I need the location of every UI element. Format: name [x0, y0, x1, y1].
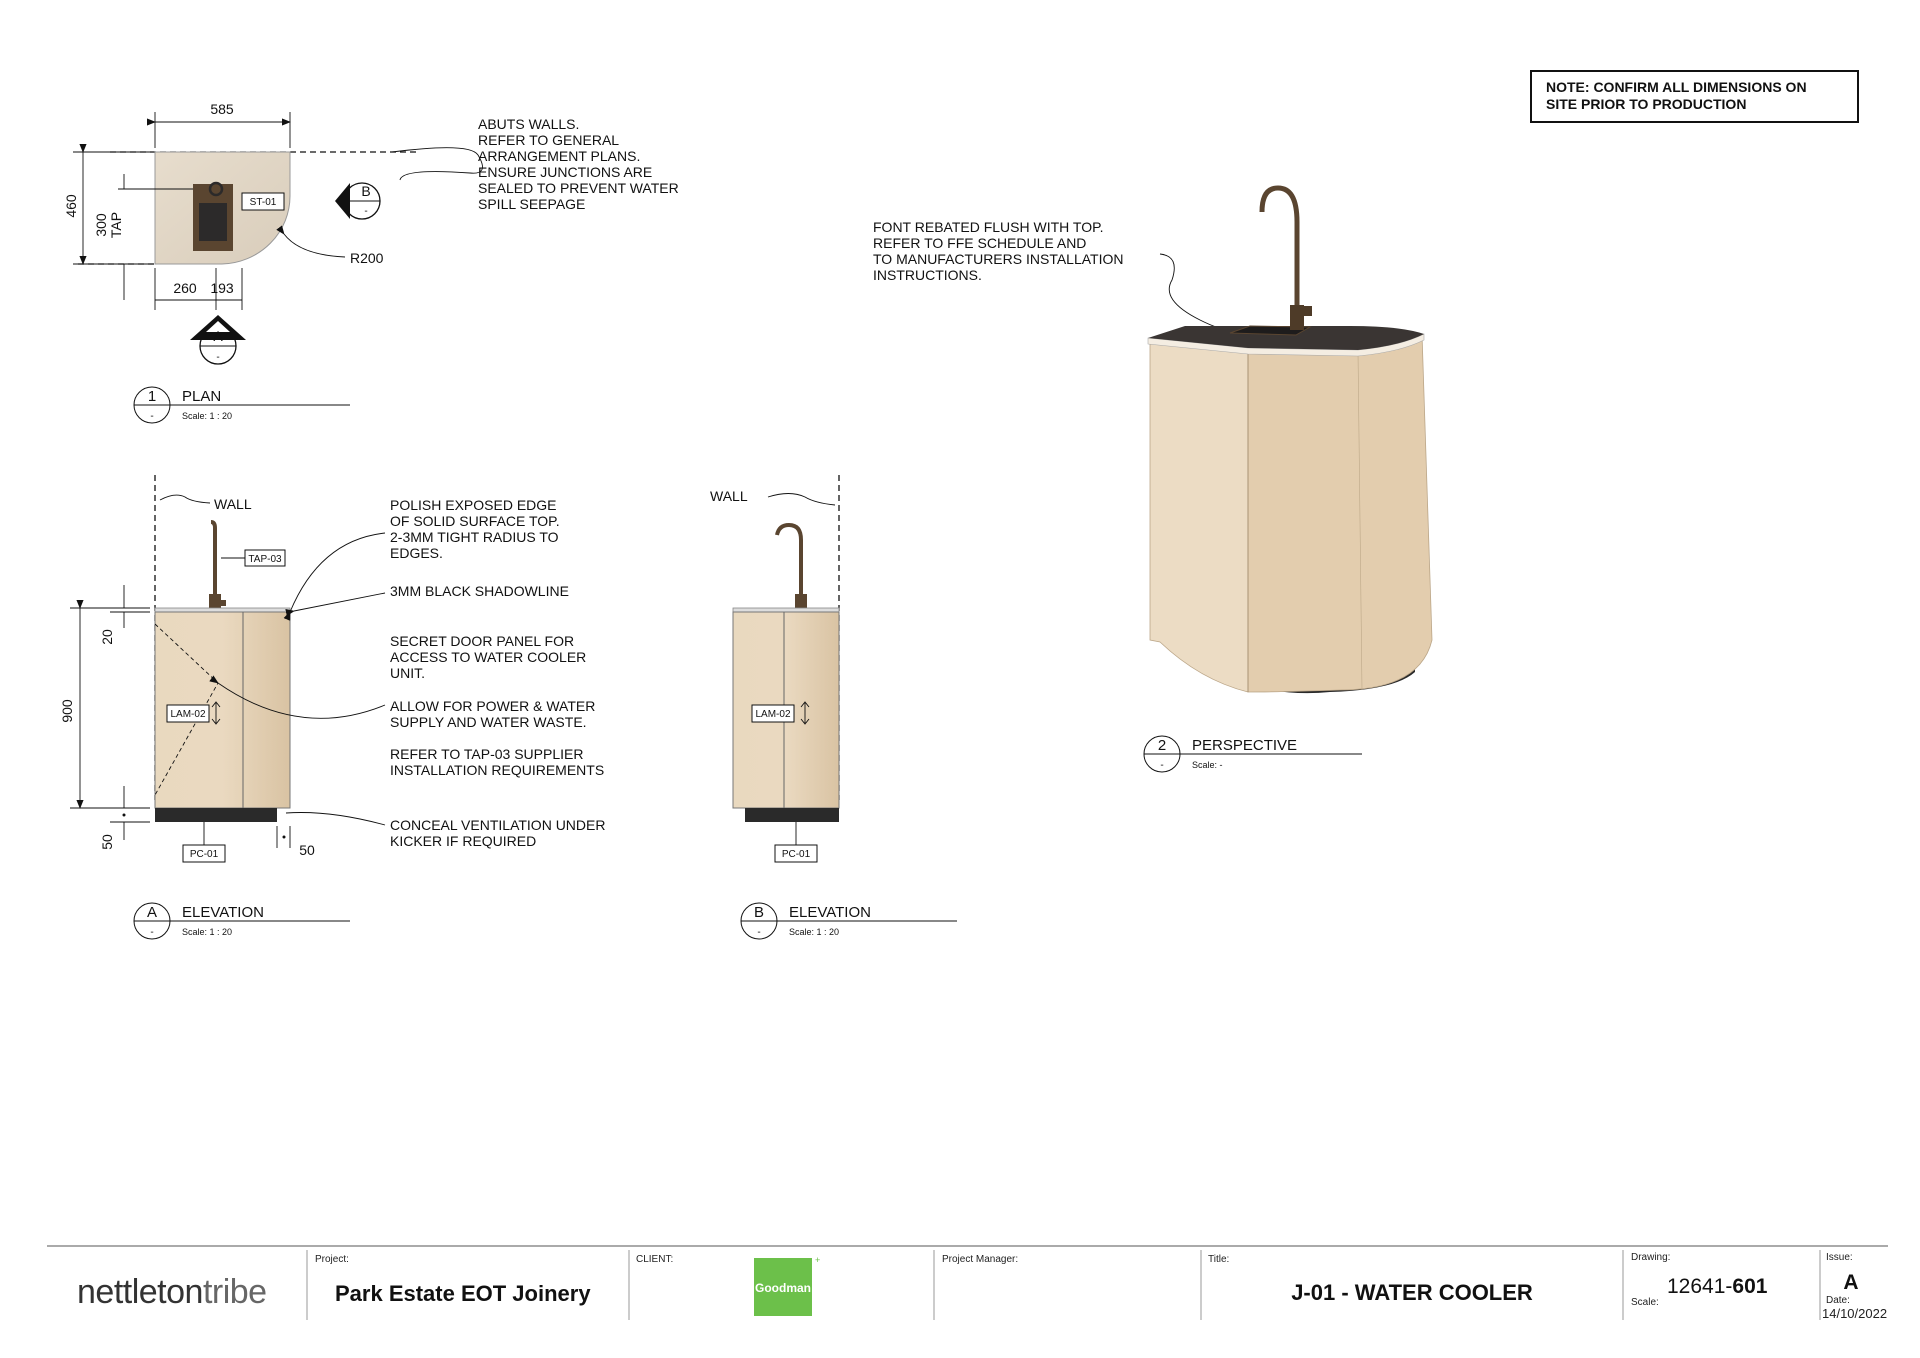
- svg-text:-: -: [364, 206, 368, 217]
- svg-text:A: A: [146, 904, 158, 921]
- note-box: [1531, 71, 1858, 122]
- elev-a-callout-vent: CONCEAL VENTILATION UNDER KICKER IF REQUIRED: [390, 817, 606, 849]
- svg-text:Scale: 1 : 20: Scale: 1 : 20: [182, 927, 233, 937]
- svg-text:ELEVATION: ELEVATION: [182, 904, 264, 921]
- elev-a-dim-top: 20: [99, 629, 115, 645]
- plan-radius: R200: [350, 250, 384, 266]
- date-value: 14/10/2022: [1822, 1306, 1888, 1321]
- note-line-1: NOTE: CONFIRM ALL DIMENSIONS ON: [1546, 79, 1807, 95]
- client-logo-text: Goodman: [755, 1281, 811, 1295]
- drawing-number: 12641-601: [1667, 1275, 1768, 1298]
- svg-text:-: -: [1160, 760, 1164, 771]
- elev-a-tag-pc01: PC-01: [189, 849, 219, 860]
- section-marker-a: [190, 315, 246, 364]
- plan-dim-tap-label: TAP: [108, 211, 124, 239]
- svg-text:-: -: [757, 927, 761, 938]
- elev-a-dim-kick: 50: [99, 834, 115, 850]
- svg-text:-: -: [150, 927, 154, 938]
- elev-a-tag-tap03: TAP-03: [248, 554, 282, 565]
- note-line-2: SITE PRIOR TO PRODUCTION: [1546, 96, 1747, 112]
- elev-a-dim-height: 900: [59, 699, 75, 723]
- perspective-view: [873, 188, 1432, 772]
- svg-text:PERSPECTIVE: PERSPECTIVE: [1192, 737, 1298, 754]
- plan-view-title: [134, 387, 350, 423]
- elev-a-plinth: [155, 808, 277, 822]
- elev-b-wall-label: WALL: [710, 488, 748, 504]
- issue-label: Issue:: [1826, 1252, 1853, 1263]
- plan-dim-width: 585: [210, 101, 234, 117]
- elev-a-callout-edge: POLISH EXPOSED EDGE OF SOLID SURFACE TOP. 2-3MM TIGHT RADIUS TO EDGES.: [390, 497, 560, 561]
- plan-dim-depth: 460: [63, 194, 79, 218]
- project-label: Project:: [315, 1254, 349, 1265]
- title-block: [47, 1246, 1888, 1321]
- svg-text:PLAN: PLAN: [182, 388, 222, 405]
- elev-a-callout-door: SECRET DOOR PANEL FOR ACCESS TO WATER COOLER UNIT.: [390, 633, 587, 681]
- elev-a-tag-lam02: LAM-02: [170, 709, 206, 720]
- svg-text:-: -: [150, 411, 154, 422]
- persp-left-face: [1150, 340, 1248, 692]
- title-value: J-01 - WATER COOLER: [1291, 1280, 1533, 1305]
- elev-a-callout-refer: REFER TO TAP-03 SUPPLIER INSTALLATION REQUIREMENTS: [390, 746, 605, 778]
- plan-dim-mid: 193: [210, 280, 234, 296]
- plan-dim-tap: 300: [93, 213, 109, 237]
- svg-text:Scale: -: Scale: -: [1192, 760, 1223, 770]
- svg-text:2: 2: [1157, 737, 1167, 754]
- section-marker-b: [335, 183, 380, 219]
- plan-drain: [199, 203, 227, 241]
- elev-b-view-title: [741, 903, 957, 939]
- svg-text:-: -: [216, 352, 220, 363]
- perspective-callout: FONT REBATED FLUSH WITH TOP. REFER TO FFE SCHEDULE AND TO MANUFACTURERS INSTALLATION INSTRUCTIONS.: [873, 219, 1124, 283]
- svg-text:ELEVATION: ELEVATION: [789, 904, 871, 921]
- client-label: CLIENT:: [636, 1254, 674, 1265]
- project-value: Park Estate EOT Joinery: [335, 1281, 591, 1306]
- svg-text:B: B: [361, 183, 371, 199]
- svg-text:Scale: 1 : 20: Scale: 1 : 20: [182, 411, 233, 421]
- plan-dim-left: 260: [173, 280, 197, 296]
- elev-a-wall-label: WALL: [214, 496, 252, 512]
- plan-callout: ABUTS WALLS. REFER TO GENERAL ARRANGEMENT PLANS. ENSURE JUNCTIONS ARE SEALED TO PREVENT WATER SPILL SEEPAGE: [478, 116, 679, 212]
- perspective-view-title: [1144, 736, 1362, 772]
- manager-label: Project Manager:: [942, 1254, 1019, 1265]
- svg-text:A: A: [213, 328, 223, 344]
- elevation-b-view: [710, 475, 957, 939]
- elev-b-tag-lam02: LAM-02: [755, 709, 791, 720]
- scale-label: Scale:: [1631, 1297, 1659, 1308]
- elev-a-callout-shadow: 3MM BLACK SHADOWLINE: [390, 583, 569, 599]
- elevation-a-view: [59, 475, 609, 939]
- plan-tag-st01: ST-01: [249, 197, 277, 208]
- date-label: Date:: [1826, 1295, 1850, 1306]
- elev-a-view-title: [134, 903, 350, 939]
- elev-a-callout-power: ALLOW FOR POWER & WATER SUPPLY AND WATER WASTE.: [390, 698, 596, 730]
- title-label: Title:: [1208, 1254, 1230, 1265]
- elev-b-plinth: [745, 808, 839, 822]
- svg-text:B: B: [753, 904, 765, 921]
- client-logo-mark: +: [815, 1255, 821, 1265]
- svg-text:1: 1: [147, 388, 157, 405]
- drawing-label: Drawing:: [1631, 1252, 1671, 1263]
- plan-view: [63, 101, 683, 423]
- persp-front-face: [1248, 334, 1432, 692]
- issue-value: A: [1843, 1271, 1859, 1294]
- company-logo: nettletontribe: [77, 1273, 267, 1311]
- elev-a-dim-recess: 50: [299, 842, 315, 858]
- svg-text:Scale: 1 : 20: Scale: 1 : 20: [789, 927, 840, 937]
- elev-b-tag-pc01: PC-01: [781, 849, 811, 860]
